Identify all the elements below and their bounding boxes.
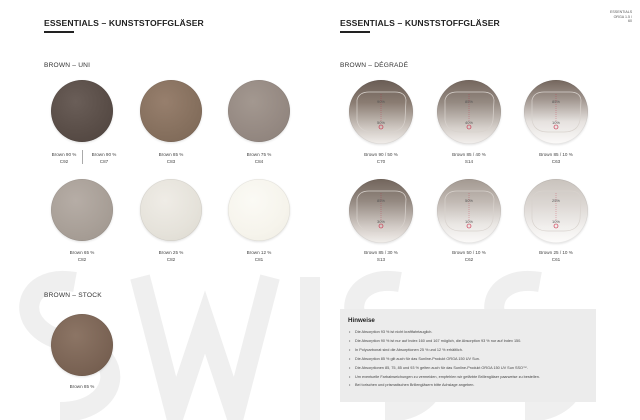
note-item: • Um eventuelle Farbabweichungen zu vermeiden, empfehlen wir gefärbte Brillengläser paarweise zu bestellen. [348,373,588,382]
side-label-line: ESSENTIALS [610,10,633,14]
bottom-percent: 50% [376,120,386,125]
swatch-name: Brown 85 / 30 % [364,250,398,255]
lens-frame-overlay [349,80,413,144]
top-percent: 50% [464,198,474,203]
side-label [610,10,632,24]
swatch-code: C70 [376,159,386,164]
swatch-name: Brown 90 / 50 % [364,152,398,157]
left-page-title: ESSENTIALS – KUNSTSTOFFGLÄSER [44,18,204,28]
top-percent: 90% [376,99,386,104]
swatch-code: C92 [59,159,69,164]
right-page-title: ESSENTIALS – KUNSTSTOFFGLÄSER [340,18,500,28]
swatch-label [429,151,509,165]
top-percent: 85% [551,99,561,104]
lens-brown-65 [51,179,113,241]
lens-frame-overlay [437,179,501,243]
swatch-name: Brown 25 % [158,250,184,255]
swatch-name: Brown 85 % [69,384,95,389]
lens-brown-12 [228,179,290,241]
bottom-percent: 30% [376,219,386,224]
top-percent: 85% [464,99,474,104]
notes-box [340,309,596,402]
swatch-code: C83 [166,159,176,164]
swatch-label [219,151,299,165]
swatch-name: Brown 85 / 10 % [539,152,573,157]
swatch-name: Brown 65 % [69,250,95,255]
lens-frame-overlay [524,179,588,243]
lens-frame-overlay [349,179,413,243]
swatch-label [131,151,211,165]
swatch-name: Brown 12 % [246,250,272,255]
note-item: • Die Absorptionen 85, 75, 85 und 93 % gelten auch für das Sunline-Produkt ORGA 150 UV Sun SSO™. [348,364,588,373]
bottom-percent: 10% [551,219,561,224]
brown-uni-heading: BROWN – UNI [44,62,91,69]
side-label-line: ORGA 1.5 / 60 [613,14,632,23]
notes-list [348,328,588,390]
swatch-code: C82 [77,257,87,262]
lens-brown-75 [228,80,290,142]
bottom-percent: 40% [464,120,474,125]
lens-brown-90 [51,80,113,142]
swatch-code: C82 [166,257,176,262]
swatch-code: C61 [551,257,561,262]
swatch-label [516,249,596,263]
swatch-code: C81 [254,257,264,262]
swatch-name: Brown 85 / 40 % [452,152,486,157]
title-underline [340,31,370,33]
note-item: • Bei torischen und prismatischen Brillengläsern bitte Achslage angeben. [348,381,588,390]
swatch-name: Brown 90 % [91,152,117,157]
lens-brown-85 [140,80,202,142]
note-item: • In Polycarbonat sind die Absorptionen 25 % und 12 % erhältlich. [348,346,588,355]
swatch-label [42,383,122,390]
swatch-code: C84 [254,159,264,164]
swatch-label [219,249,299,263]
swatch-label [341,151,421,165]
notes-title: Hinweise [348,317,375,324]
bottom-percent: 10% [464,219,474,224]
lens-frame-overlay [524,80,588,144]
swatch-name: Brown 50 / 10 % [452,250,486,255]
lens-frame-overlay [437,80,501,144]
note-item: • Die Absorption 93 % ist nicht kraftfahrtauglich. [348,328,588,337]
note-item: • Die Absorption 85 % gilt auch für das Sunline-Produkt ORGA 150 UV Sun. [348,355,588,364]
swatch-name: Brown 85 % [158,152,184,157]
brown-stock-heading: BROWN – STOCK [44,292,102,299]
swatch-label [131,249,211,263]
note-item: • Die Absorption 90 % ist nur auf Index 160 und 167 möglich, die Absorption 93 % nur auf Index 150. [348,337,588,346]
swatch-code: S14 [464,159,474,164]
swatch-label [42,249,122,263]
swatch-code: C62 [464,257,474,262]
swatch-name: Brown 75 % [246,152,272,157]
swatch-label [516,151,596,165]
lens-brown-25 [140,179,202,241]
top-percent: 85% [376,198,386,203]
swatch-name: Brown 25 / 10 % [539,250,573,255]
swatch-code: S13 [376,257,386,262]
title-underline [44,31,74,33]
top-percent: 25% [551,198,561,203]
lens-brown-stock-85 [51,314,113,376]
swatch-code: C87 [99,159,109,164]
swatch-name: Brown 90 % [51,152,77,157]
swatch-label [341,249,421,263]
bottom-percent: 10% [551,120,561,125]
swatch-code: C63 [551,159,561,164]
swatch-label [429,249,509,263]
brown-degrade-heading: BROWN – DÉGRADÉ [340,62,409,69]
